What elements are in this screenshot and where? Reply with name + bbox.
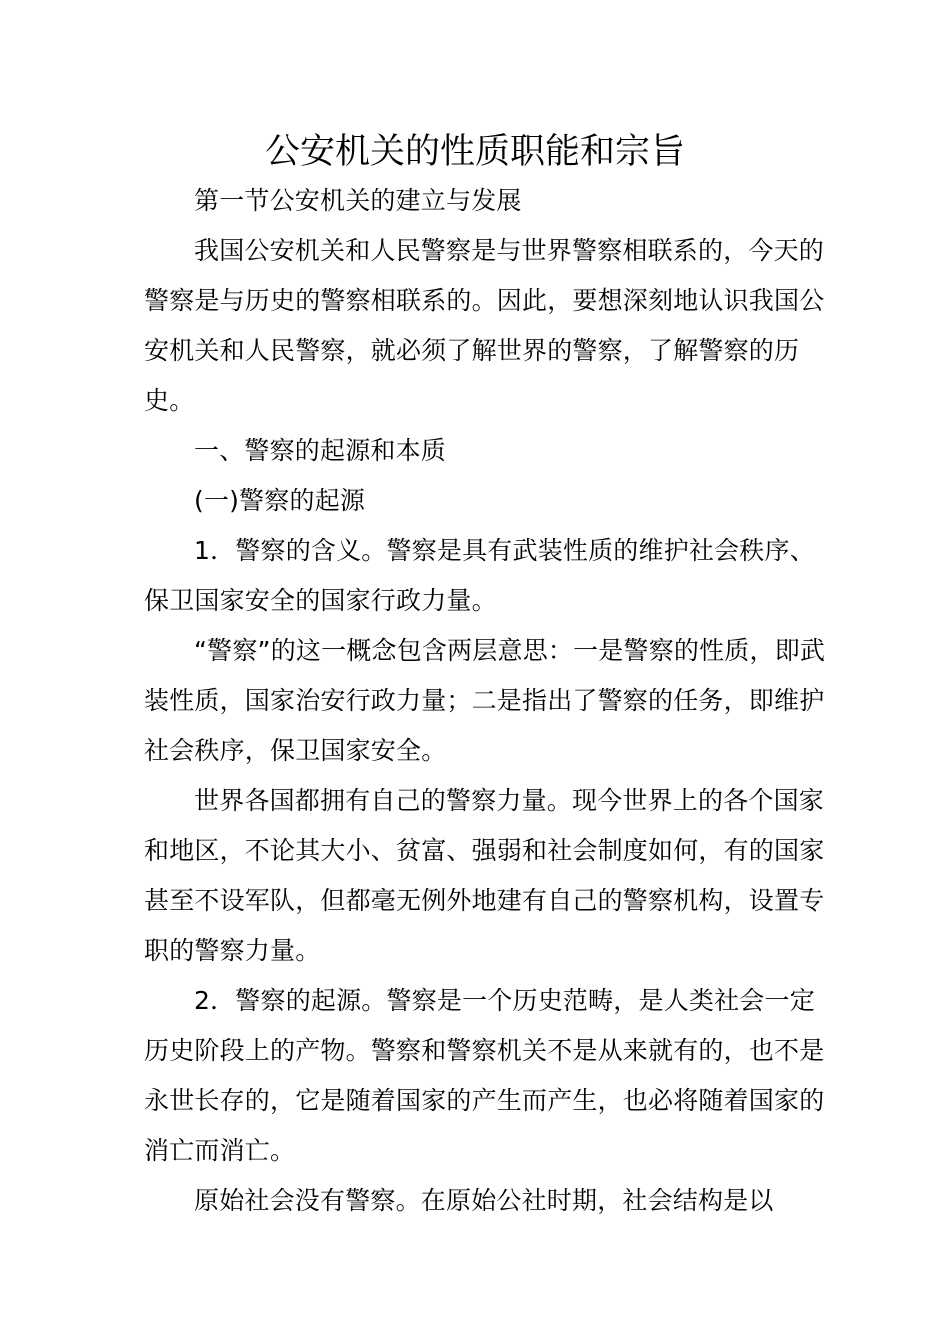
paragraph: 世界各国都拥有自己的警察力量。现今世界上的各个国家和地区，不论其大小、贫富、强弱和社会制度如何，有的国家甚至不设军队，但都毫无例外地建有自己的警察机构，设置专职的警察力量。 <box>144 786 825 965</box>
document-body <box>144 176 834 1226</box>
document-title: 公安机关的性质职能和宗旨 <box>264 132 685 172</box>
paragraph: “警察”的这一概念包含两层意思：一是警察的性质，即武装性质，国家治安行政力量；二是指出了警察的任务，即维护社会秩序，保卫国家安全。 <box>144 636 826 765</box>
subsection-heading: (一)警察的起源 <box>194 486 366 515</box>
paragraph: 1．警察的含义。警察是具有武装性质的维护社会秩序、保卫国家安全的国家行政力量。 <box>144 536 815 615</box>
paragraph: 原始社会没有警察。在原始公社时期，社会结构是以 <box>194 1186 774 1215</box>
paragraph: 我国公安机关和人民警察是与世界警察相联系的，今天的警察是与历史的警察相联系的。因此，要想深刻地认识我国公安机关和人民警察，就必须了解世界的警察，了解警察的历史。 <box>144 236 825 415</box>
section-heading: 第一节公安机关的建立与发展 <box>194 186 522 215</box>
subsection-heading: 一、警察的起源和本质 <box>194 436 447 465</box>
paragraph: 2．警察的起源。警察是一个历史范畴，是人类社会一定历史阶段上的产物。警察和警察机关不是从来就有的，也不是永世长存的，它是随着国家的产生而产生，也必将随着国家的消亡而消亡。 <box>144 986 825 1165</box>
